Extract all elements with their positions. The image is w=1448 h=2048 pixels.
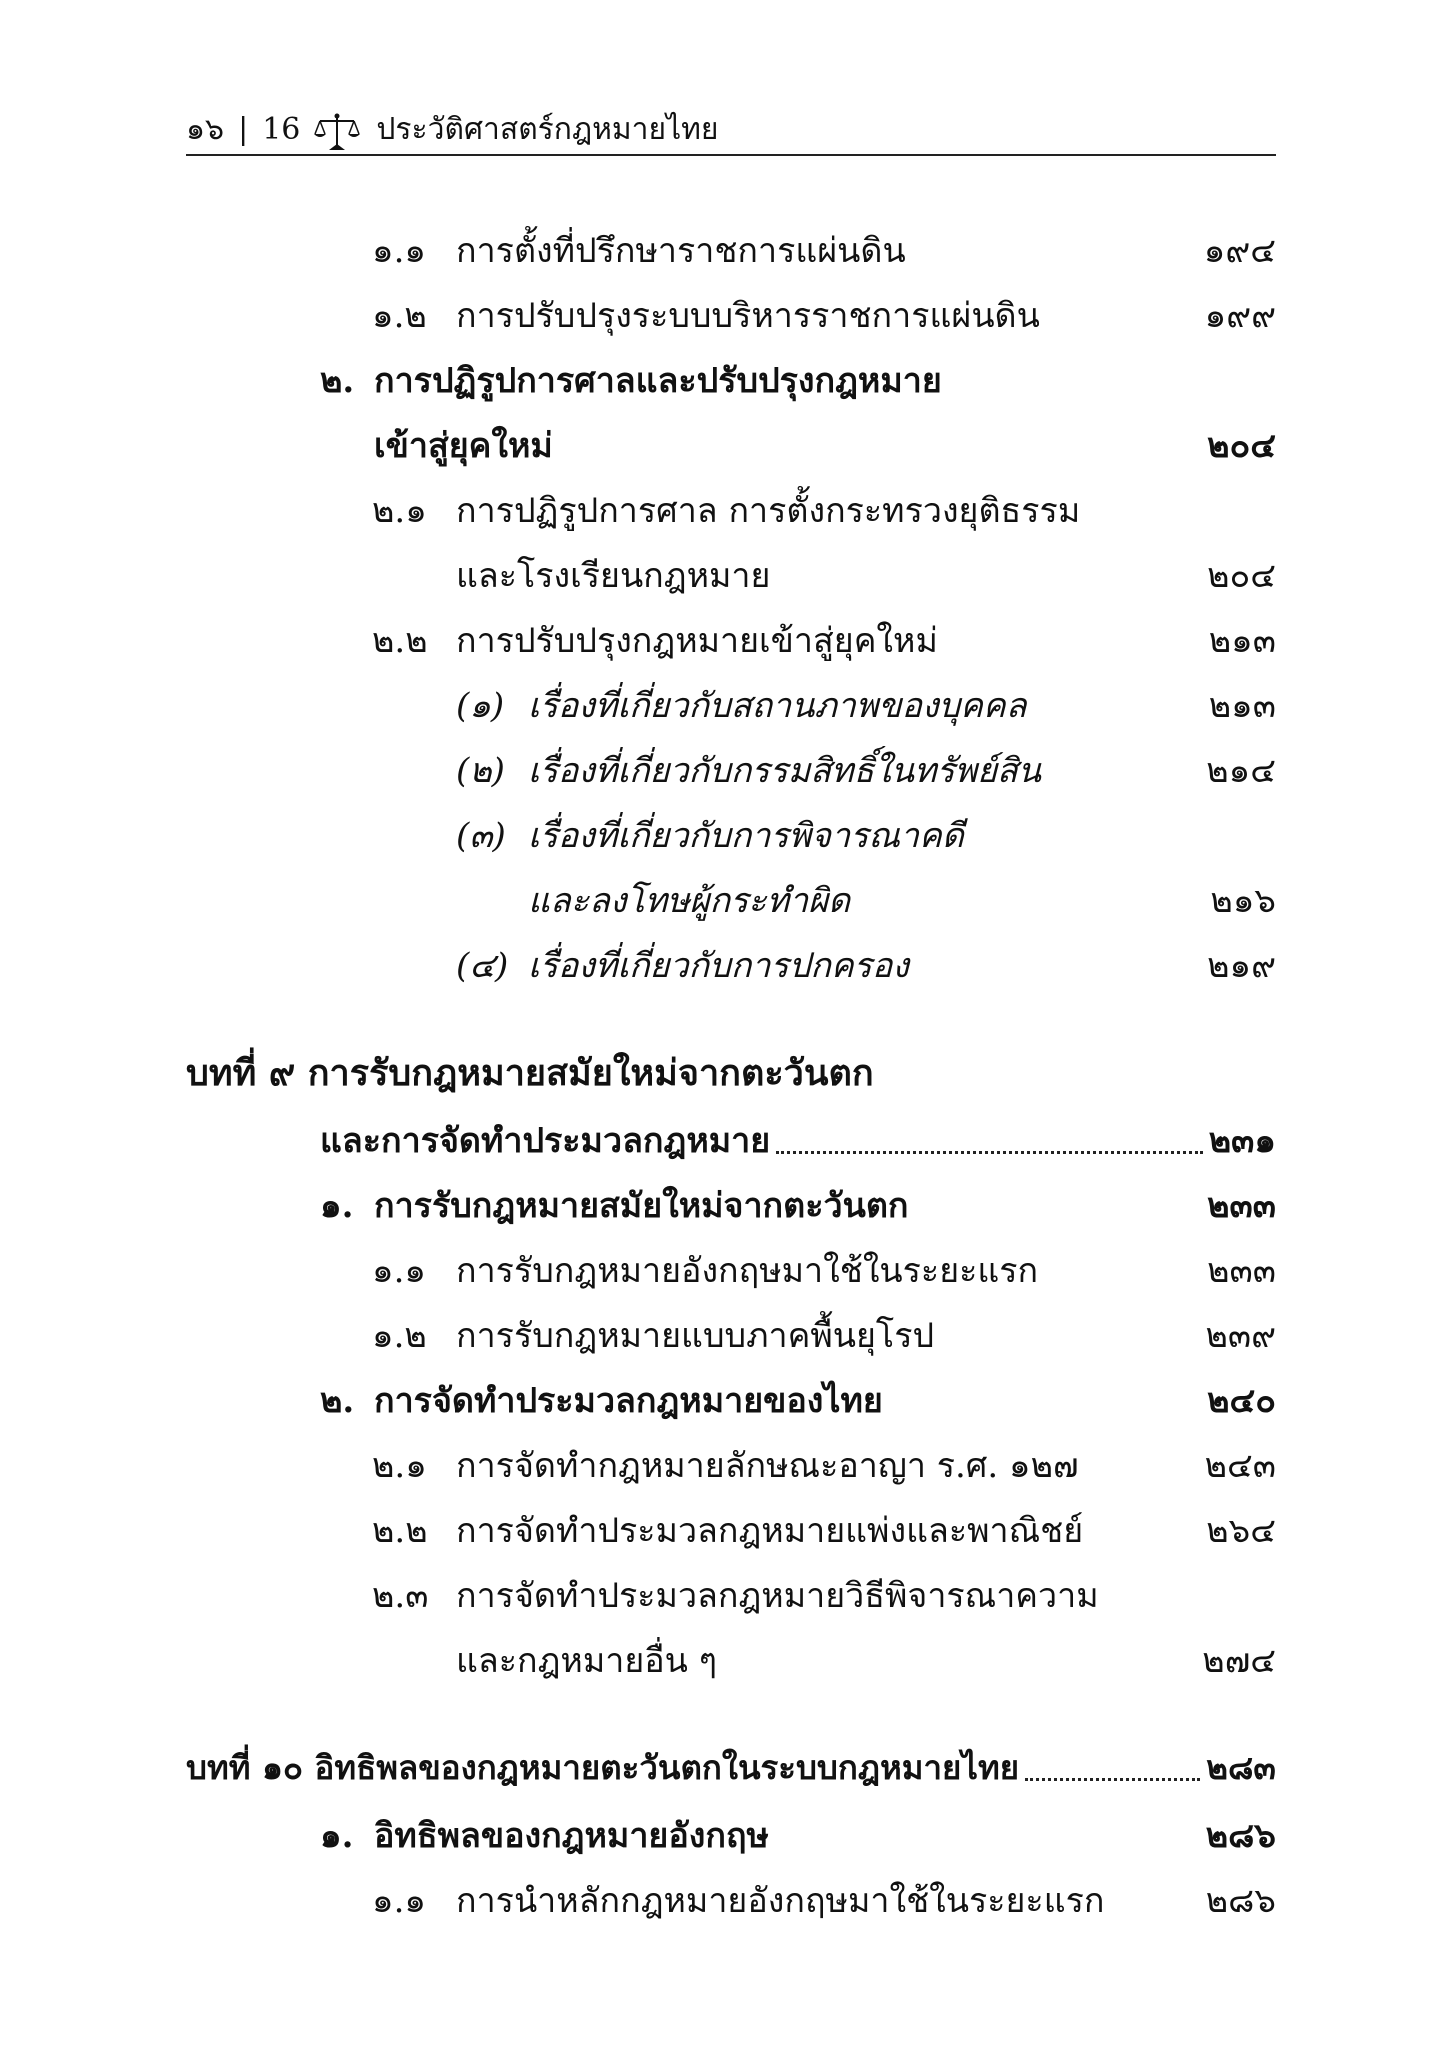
entry-page: ๒๘๓: [1206, 1747, 1276, 1787]
toc-entry: [372, 218, 1276, 282]
toc-entry: [320, 348, 1276, 412]
entry-page: ๒๐๔: [1207, 556, 1276, 596]
entry-title: การรับกฎหมายแบบภาคพื้นยุโรป: [456, 1316, 935, 1356]
entry-number: ๑.๒: [372, 1316, 427, 1356]
entry-title: และกฎหมายอื่น ๆ: [456, 1641, 717, 1681]
header-separator: |: [238, 112, 249, 147]
entry-title: การปรับปรุงกฎหมายเข้าสู่ยุคใหม่: [456, 621, 938, 661]
entry-title: การรับกฎหมายสมัยใหม่จากตะวันตก: [374, 1186, 909, 1226]
entry-number: ๒.: [320, 1381, 355, 1421]
entry-number: ๒.๑: [372, 1446, 427, 1486]
toc-entry: [456, 543, 1276, 607]
entry-title: และโรงเรียนกฎหมาย: [456, 556, 771, 596]
entry-page: ๑๙๙: [1204, 296, 1276, 336]
entry-number: ๒.๒: [372, 1511, 428, 1551]
entry-page: ๒๑๓: [1208, 686, 1276, 726]
entry-page: ๒๓๓: [1207, 1251, 1276, 1291]
toc-entry: [456, 803, 1276, 867]
entry-title: การตั้งที่ปรึกษาราชการแผ่นดิน: [456, 231, 906, 271]
entry-title: การปฏิรูปการศาลและปรับปรุงกฎหมาย: [374, 361, 942, 401]
chapter-title: บทที่ ๑๐ อิทธิพลของกฎหมายตะวันตกในระบบกฎหมายไทย: [186, 1747, 1020, 1787]
toc-entry: [374, 413, 1276, 477]
entry-title: การปฏิรูปการศาล การตั้งกระทรวงยุติธรรม: [456, 491, 1081, 531]
dot-leader: [776, 1151, 1203, 1154]
entry-title: การนำหลักกฎหมายอังกฤษมาใช้ในระยะแรก: [456, 1881, 1105, 1921]
entry-number: ๑.๒: [372, 296, 427, 336]
entry-number: ๑.๑: [372, 1881, 426, 1921]
chapter-heading: [186, 1735, 1276, 1799]
toc-entry: [528, 868, 1276, 932]
entry-number: (๔): [456, 946, 509, 986]
toc-entry: [456, 738, 1276, 802]
toc-entry: [456, 673, 1276, 737]
entry-page: ๒๑๖: [1210, 881, 1276, 921]
entry-number: ๒.๒: [372, 621, 428, 661]
entry-page: ๒๘๖: [1205, 1816, 1276, 1856]
entry-number: ๒.: [320, 361, 355, 401]
entry-page: ๒๓๑: [1208, 1121, 1276, 1161]
entry-page: ๒๐๔: [1207, 426, 1276, 466]
page-number-arabic: 16: [262, 112, 301, 147]
entry-title: การจัดทำกฎหมายลักษณะอาญา ร.ศ. ๑๒๗: [456, 1446, 1079, 1486]
entry-number: ๑.: [320, 1816, 354, 1856]
entry-number: (๒): [456, 751, 505, 791]
entry-page: ๒๘๖: [1205, 1881, 1276, 1921]
toc-entry: [372, 478, 1276, 542]
entry-number: ๒.๓: [372, 1576, 429, 1616]
toc-entry: [320, 1173, 1276, 1237]
toc-entry: [372, 1238, 1276, 1302]
entry-number: ๑.๑: [372, 231, 426, 271]
toc-entry: [320, 1368, 1276, 1432]
entry-number: ๑.๑: [372, 1251, 426, 1291]
book-title: ประวัติศาสตร์กฎหมายไทย: [376, 112, 719, 147]
toc-entry: [372, 283, 1276, 347]
running-header: [186, 104, 1276, 156]
chapter-heading: [186, 1040, 1276, 1104]
toc-entry: [372, 1563, 1276, 1627]
entry-title: และลงโทษผู้กระทำผิด: [528, 881, 851, 921]
entry-page: ๒๔๓: [1204, 1446, 1276, 1486]
entry-number: (๑): [456, 686, 505, 726]
entry-number: (๓): [456, 816, 506, 856]
chapter-heading: [320, 1108, 1276, 1172]
entry-page: ๒๗๔: [1202, 1641, 1276, 1681]
toc-entry: [372, 1498, 1276, 1562]
entry-page: ๒๑๓: [1208, 621, 1276, 661]
entry-title: การรับกฎหมายอังกฤษมาใช้ในระยะแรก: [456, 1251, 1039, 1291]
entry-title: การจัดทำประมวลกฎหมายแพ่งและพาณิชย์: [456, 1511, 1084, 1551]
entry-page: ๒๑๙: [1207, 946, 1276, 986]
entry-page: ๒๑๔: [1206, 751, 1276, 791]
entry-page: ๑๙๔: [1203, 231, 1276, 271]
toc-entry: [372, 1433, 1276, 1497]
entry-number: ๑.: [320, 1186, 354, 1226]
chapter-title: บทที่ ๙ การรับกฎหมายสมัยใหม่จากตะวันตก: [186, 1051, 874, 1094]
entry-title: เรื่องที่เกี่ยวกับการปกครอง: [528, 946, 909, 986]
toc-entry: [372, 1868, 1276, 1932]
entry-title: การปรับปรุงระบบบริหารราชการแผ่นดิน: [456, 296, 1040, 336]
entry-page: ๒๓๙: [1205, 1316, 1276, 1356]
entry-title: เรื่องที่เกี่ยวกับกรรมสิทธิ์ในทรัพย์สิน: [528, 751, 1041, 791]
chapter-title: และการจัดทำประมวลกฎหมาย: [320, 1121, 771, 1161]
dot-leader: [1025, 1778, 1200, 1781]
toc-entry: [320, 1803, 1276, 1867]
toc-entry: [456, 933, 1276, 997]
entry-title: เรื่องที่เกี่ยวกับการพิจารณาคดี: [528, 816, 964, 856]
entry-page: ๒๔๐: [1207, 1381, 1276, 1421]
entry-title: การจัดทำประมวลกฎหมายของไทย: [374, 1381, 883, 1421]
entry-title: อิทธิพลของกฎหมายอังกฤษ: [374, 1816, 769, 1856]
entry-title: เข้าสู่ยุคใหม่: [374, 426, 553, 466]
toc-entry: [372, 608, 1276, 672]
toc-entry: [372, 1303, 1276, 1367]
entry-page: ๒๖๔: [1206, 1511, 1276, 1551]
entry-title: การจัดทำประมวลกฎหมายวิธีพิจารณาความ: [456, 1576, 1099, 1616]
entry-title: เรื่องที่เกี่ยวกับสถานภาพของบุคคล: [528, 686, 1027, 726]
scales-of-justice-icon: [314, 112, 360, 152]
toc-entry: [456, 1628, 1276, 1692]
entry-page: ๒๓๓: [1207, 1186, 1276, 1226]
entry-number: ๒.๑: [372, 491, 427, 531]
page-number-thai: ๑๖: [186, 112, 225, 147]
